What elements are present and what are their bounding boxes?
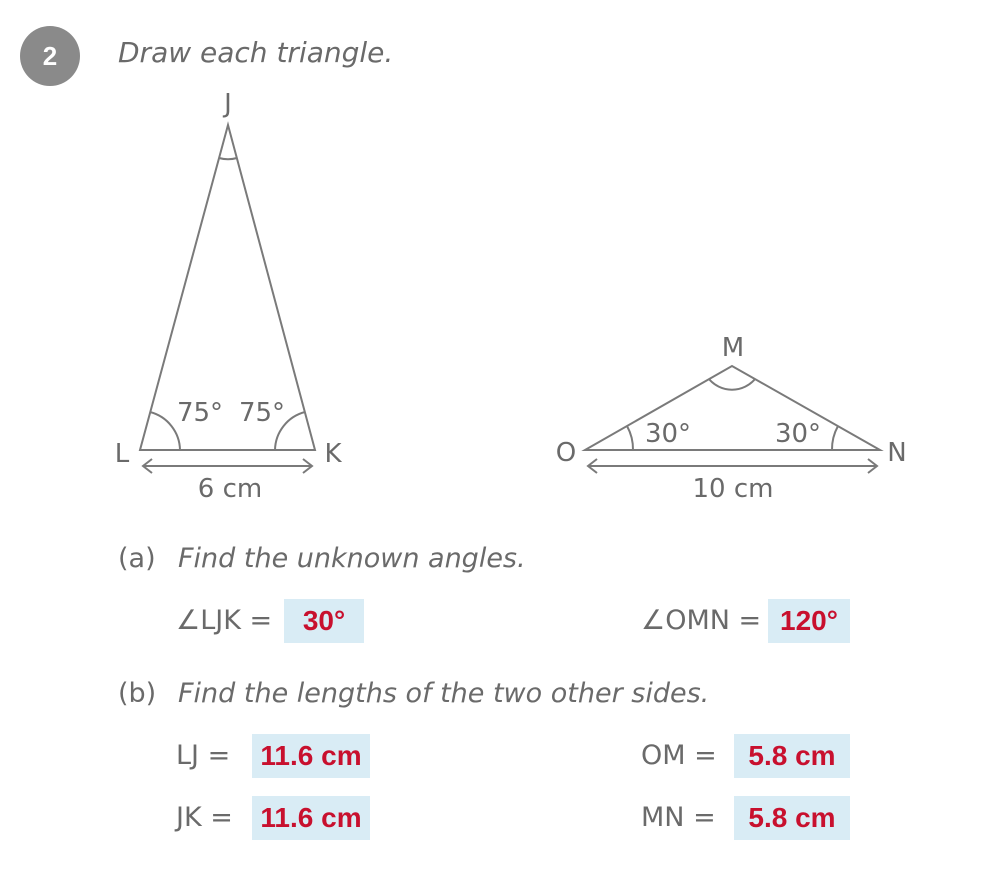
side-om-label: OM = (641, 740, 717, 771)
part-b-prompt (118, 678, 709, 709)
part-b-text: Find the lengths of the two other sides. (178, 678, 710, 709)
angle-ljk-answer: 30° (284, 599, 364, 643)
angle-arc-n (832, 426, 838, 450)
triangle-ljk (140, 125, 315, 473)
side-mn-answer: 5.8 cm (734, 796, 850, 840)
angle-label-l: 75° (176, 398, 224, 428)
angle-label-o: 30° (644, 419, 692, 449)
angle-ljk-label: ∠LJK = (176, 605, 273, 636)
side-lj-answer: 11.6 cm (252, 734, 370, 778)
part-a-text: Find the unknown angles. (178, 543, 526, 574)
part-a-letter: (a) (118, 543, 156, 574)
angle-arc-m (709, 379, 755, 390)
angle-omn-answer: 120° (768, 599, 850, 643)
triangle-omn (585, 366, 880, 473)
side-lj-label: LJ = (176, 740, 231, 771)
vertex-label-m: M (721, 333, 745, 363)
side-mn-label: MN = (641, 802, 716, 833)
angle-label-n: 30° (774, 419, 822, 449)
vertex-label-k: K (324, 439, 342, 469)
vertex-label-l: L (114, 439, 130, 469)
angle-omn-label: ∠OMN = (641, 605, 762, 636)
part-b-letter: (b) (118, 678, 157, 709)
part-a-prompt (118, 543, 526, 574)
question-number-badge: 2 (20, 26, 80, 86)
angle-arc-o (627, 426, 633, 450)
triangle-omn-outline (585, 366, 880, 450)
angle-label-k: 75° (238, 398, 286, 428)
vertex-label-o: O (555, 438, 577, 468)
question-instruction: Draw each triangle. (118, 36, 394, 69)
angle-arc-l (150, 412, 180, 450)
length-label-on: 10 cm (692, 474, 774, 504)
side-om-answer: 5.8 cm (734, 734, 850, 778)
side-jk-label: JK = (176, 802, 233, 833)
length-label-lk: 6 cm (197, 474, 263, 504)
side-jk-answer: 11.6 cm (252, 796, 370, 840)
vertex-label-j: J (224, 89, 232, 119)
vertex-label-n: N (887, 438, 907, 468)
triangle-ljk-outline (140, 125, 315, 450)
angle-arc-j (219, 158, 237, 159)
